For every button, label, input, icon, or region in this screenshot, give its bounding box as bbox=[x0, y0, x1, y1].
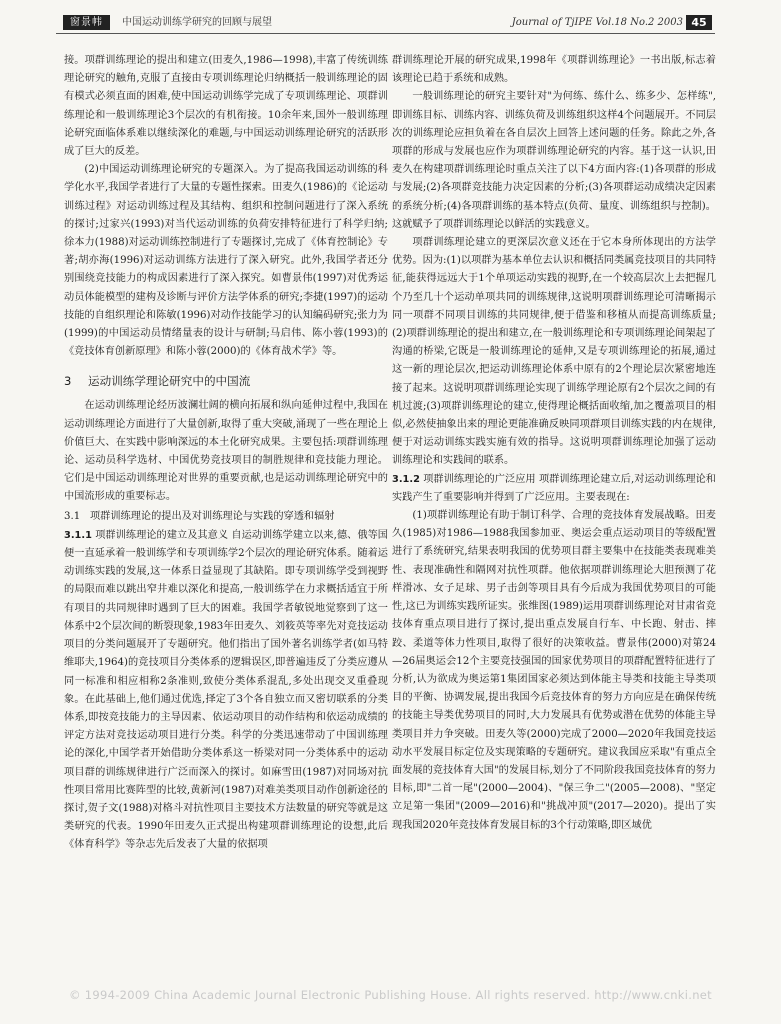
journal-brand-badge: 窗景帏 bbox=[63, 15, 110, 30]
header-divider bbox=[56, 33, 715, 34]
section-heading bbox=[64, 372, 388, 390]
paragraph: 接。项群训练理论的提出和建立(田麦久,1986—1998),丰富了传统训练理论研究的触角,克服了直接由专项训练理论归纳概括一般训练理论的固有模式必须直面的困难,使中国运动训练学完成了专项训练理论、项群训练理论和一般训练理论3个层次的有机衔接。10余年来,国外一般训练理论研究面临体系难以继续深化的难题,与中国运动训练理论研究的活跃形成了巨大的反差。 bbox=[64, 55, 388, 158]
subsubsection-title: 项群训练理论的广泛应用 bbox=[423, 473, 536, 485]
paragraph: 在运动训练理论经历波澜壮阔的横向拓展和纵向延伸过程中,我国在运动训练理论方面进行了大量创新,取得了重大突破,涌现了一些在理论上价值巨大、在实践中影响深远的本土化研究成果。主要包括:项群训练理论、运动员科学选材、中国优势竞技项目的制胜规律和竞技能力理论。它们是中国运动训练理论对世界的重要贡献,也是运动训练理论研究中的中国流形成的重要标志。 bbox=[64, 400, 388, 503]
paragraph: 一般训练理论的研究主要针对"为何练、练什么、练多少、怎样练",即训练目标、训练内容、训练负荷及训练组织这样4个问题展开。不同层次的训练理论应担负着在各自层次上回答上述问题的任务。除此之外,各项群的形成与发展也应作为项群训练理论研究的内容。基于这一认识,田麦久在构建项群训练理论时重点关注了以下4方面内容:(1)各项群的形成与发展;(2)各项群竞技能力决定因素的分析;(3)各项群运动成绩决定因素的系统分析;(4)各项群训练的基本特点(负荷、量度、训练组织与控制)。这就赋予了项群训练理论以鲜活的实践意义。 bbox=[392, 91, 716, 230]
section-title: 运动训练学理论研究中的中国流 bbox=[88, 374, 251, 389]
subsection-heading bbox=[64, 508, 388, 526]
paragraph-body: 自运动训练学建立以来,德、俄等国便一直延承着一般训练学和专项训练学2个层次的理论研究体系。随着运动训练实践的发展,这一体系日益显现了其缺陷。即专项训练学受到视野的局限而难以跳出窄井难以深化和提高,一般训练学在力求概括适宜于所有项目的共同规律时遇到了巨大的困难。我国学者敏锐地觉察到了这一体系中2个层次间的断裂现象,1983年田麦久、刘筱英等率先对竞技运动项目的分类问题展开了专题研究。他们指出了国外著名训练学者(如马特维耶夫,1964)的竞技项目分类体系的逻辑误区,即普遍违反了分类应遵从同一标准和相应相称2条准则,致使分类体系混乱,多处出现交叉重叠现象。在此基础上,他们通过优选,择定了3个各自独立而又密切联系的分类体系,即按竞技能力的主导因素、依运动项目的动作结构和依运动成绩的评定方法对竞技运动项目进行分类。科学的分类迅速带动了中国训练理论的深化,中国学者开始借助分类体系这一桥梁对同一分类体系中的运动项目群的训练规律进行广泛而深入的探讨。如麻雪田(1987)对同场对抗性项目常用比赛阵型的比较,黄新河(1987)对难美类项目动作创新途径的探讨,贺子文(1988)对格斗对抗性项目主要技术方法数量的研究等就是这类研究的代表。1990年田麦久正式提出构建项群训练理论的设想,此后《体育科学》等杂志先后发表了大量的依据项 bbox=[64, 529, 388, 851]
running-title: 中国运动训练学研究的回顾与展望 bbox=[122, 17, 272, 28]
paragraph: (1)项群训练理论有助于制订科学、合理的竞技体育发展战略。田麦久(1985)对1986—1988我国参加亚、奥运会重点运动项目的等级配置进行了系统研究,结果表明我国的优势项目群主要集中在技能类表现难美性、表现准确性和隔网对抗性项群。他依据项群训练理论大胆预测了花样滑冰、女子足球、男子击剑等项目具有今后成为我国优势项目的可能性,这已为训练实践所证实。张维图(1989)运用项群训练理论对甘肃省竞技体育重点项目进行了探讨,提出重点发展自行车、中长跑、射击、摔跤、柔道等体力性项目,取得了很好的决策收益。曹景伟(2000)对第24—26届奥运会12个主要竞技强国的国家优势项目的项群配置特征进行了分析,认为欲成为奥运第1集团国家必须达到体能主导类和技能主导类项目的平衡、协调发展,提出我国今后竞技体育的努力方向应是在确保传统的技能主导类优势项目的同时,大力发展具有优势或潜在优势的体能主导类项目并力争突破。田麦久等(2000)完成了2000—2020年我国竞技运动水平发展目标定位及实现策略的专题研究。建议我国应采取"有重点全面发展的竞技体育大国"的发展目标,划分了不同阶段我国竞技体育的努力目标,即"二首一尾"(2000—2004)、"保三争二"(2005—2008)、"坚定立足第一集团"(2009—2016)和"挑战冲顶"(2017—2020)。提出了实现我国2020年竞技体育发展目标的3个行动策略,即区域优 bbox=[392, 510, 716, 831]
subsection-title: 项群训练理论的提出及对训练理论与实践的穿透和辐射 bbox=[90, 510, 335, 522]
page-number: 45 bbox=[686, 15, 712, 30]
paragraph bbox=[392, 471, 716, 507]
paragraph: 项群训练理论建立的更深层次意义还在于它本身所体现出的方法学优势。因为:(1)以项群为基本单位去认识和概括同类属竞技项目的共同特征,能获得远远大于1个单项运动实践的视野,在一个较高层次上去把握几个乃至几十个运动单项共同的训练规律,这说明项群训练理论可清晰揭示同一项群不同项目训练的共同规律,便于借鉴和移植从而提高训练质量;(2)项群训练理论的提出和建立,在一般训练理论和专项训练理论间架起了沟通的桥梁,它既是一般训练理论的延伸,又是专项训练理论的拓展,通过这一新的理论层次,把运动训练理论体系中原有的2个理论层次紧密地连接了起来。这说明项群训练理论实现了训练学理论原有2个层次之间的有机过渡;(3)项群训练理论的建立,使得理论概括面收缩,加之覆盖项目的相似,必然使抽象出来的理论更能准确反映同项群项目训练实践的内在规律,便于对运动训练实践实施有效的指导。这说明项群训练理论加强了运动训练理论和实践间的联系。 bbox=[392, 237, 716, 467]
copyright-footer: © 1994-2009 China Academic Journal Electronic Publishing House. All rights reserved. http://www.cnki.net bbox=[69, 988, 712, 1002]
page-header bbox=[0, 0, 781, 34]
journal-citation: Journal of TjIPE Vol.18 No.2 2003 bbox=[511, 17, 683, 28]
paragraph-body: 项群训练理论建立后,对运动训练理论和实践产生了重要影响并得到了广泛应用。主要表现在: bbox=[392, 473, 716, 503]
paragraph: (2)中国运动训练理论研究的专题深入。为了提高我国运动训练的科学化水平,我国学者进行了大量的专题性探索。田麦久(1986)的《论运动训练过程》对运动训练过程及其结构、组织和控制问题进行了深入系统的探讨;过家兴(1993)对当代运动训练的负荷安排特征进行了科学归纳;徐本力(1988)对运动训练控制进行了专题探讨,完成了《体育控制论》专著;胡亦海(1996)对运动训练方法进行了深入研究。此外,我国学者还分别围绕竞技能力的构成因素进行了深入探究。如曹景伟(1997)对优秀运动员体能模型的建构及诊断与评价方法学体系的研究;李捷(1997)的运动技能的自组织理论和陈敏(1996)对动作技能学习的认知编码研究;张力为(1999)的中国运动员情绪量表的设计与研制;马启伟、陈小蓉(1993)的《竞技体育创新原理》和陈小蓉(2000)的《体育战术学》等。 bbox=[64, 164, 388, 358]
subsection-number: 3.1 bbox=[64, 510, 81, 522]
subsubsection-title: 项群训练理论的建立及其意义 bbox=[95, 529, 229, 541]
right-column bbox=[392, 52, 716, 982]
paragraph bbox=[64, 527, 388, 855]
subsubsection-number: 3.1.1 bbox=[64, 529, 92, 541]
section-number: 3 bbox=[64, 374, 72, 389]
subsubsection-number: 3.1.2 bbox=[392, 473, 420, 485]
left-column bbox=[64, 52, 388, 982]
paragraph: 群训练理论开展的研究成果,1998年《项群训练理论》一书出版,标志着该理论已趋于系统和成熟。 bbox=[392, 55, 716, 85]
